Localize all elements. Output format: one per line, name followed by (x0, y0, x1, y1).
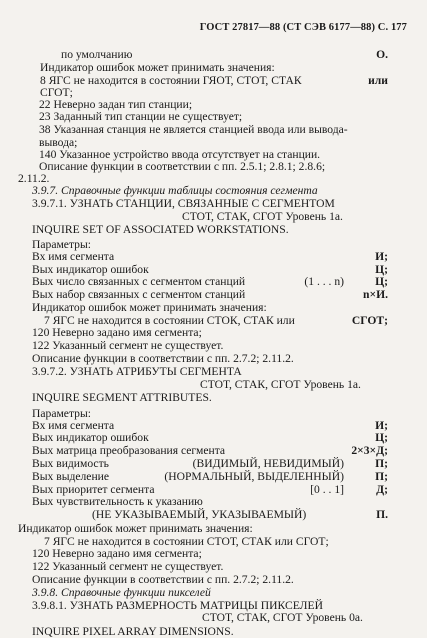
text-line (32, 184, 318, 197)
line-text: Описание функции в соответствии с пп. 2.5.1; 2.8.1; 2.8.6; (39, 160, 326, 174)
text-line (92, 508, 306, 521)
text-line (32, 263, 149, 276)
line-text: Вых приоритет сегмента (32, 482, 155, 496)
line-text: 3.9.8. Справочные функции пикселей (32, 585, 211, 599)
text-line (32, 431, 149, 444)
text-line (39, 160, 325, 173)
line-text: Описание функции в соответствии с пп. 2.7.2; 2.11.2. (32, 572, 294, 586)
line-value-range: (ВИДИМЫЙ, НЕВИДИМЫЙ) (192, 457, 344, 470)
line-text: Параметры: (32, 406, 91, 420)
line-type-code: Д; (376, 482, 388, 496)
line-type-code: Ц; (375, 262, 388, 276)
line-type-code: Ц; (375, 431, 388, 445)
line-type-code: И; (375, 249, 388, 263)
line-text: INQUIRE SEGMENT ATTRIBUTES. (32, 391, 212, 405)
line-type-code: или (368, 73, 388, 87)
line-text: Индикатор ошибок может принимать значения: (40, 60, 275, 74)
line-text: 140 Указанное устройство ввода отсутствует на станции. (39, 147, 321, 161)
text-line (44, 314, 295, 327)
text-line (202, 611, 363, 624)
text-line (32, 339, 223, 352)
line-text: Вых матрица преобразования сегмента (32, 444, 226, 458)
line-text: Вых набор связанных с сегментом станций (32, 288, 246, 302)
line-text: Вых индикатор ошибок (32, 431, 149, 445)
text-line (44, 535, 329, 548)
line-text: 3.9.7.1. УЗНАТЬ СТАНЦИИ, СВЯЗАННЫЕ С СЕГМЕНТОМ (32, 196, 335, 210)
line-text: 122 Указанный сегмент не существует. (32, 560, 224, 574)
line-text: 3.9.7. Справочные функции таблицы состояния сегмента (32, 184, 318, 198)
line-text: Индикатор ошибок может принимать значения: (18, 521, 253, 535)
text-line (32, 365, 242, 378)
text-line (32, 560, 223, 573)
line-text: Вых видимость (32, 457, 109, 470)
line-text: 3.9.8.1. УЗНАТЬ РАЗМЕРНОСТЬ МАТРИЦЫ ПИКСЕЛЕЙ (32, 598, 323, 612)
line-text: Вых число связанных с сегментом станций (32, 275, 246, 289)
line-text: 7 ЯГС не находится в состоянии СТОК, СТАК или (44, 313, 295, 327)
line-text: вывода; (39, 135, 78, 149)
line-text: Индикатор ошибок может принимать значения: (32, 300, 267, 314)
line-text: по умолчанию (61, 48, 133, 61)
line-text: INQUIRE SET OF ASSOCIATED WORKSTATIONS. (32, 223, 289, 237)
line-text: 23 Заданный тип станции не существует; (39, 110, 243, 124)
line-type-code: Ц; (375, 275, 388, 289)
text-line (32, 391, 212, 404)
line-text: 8 ЯГС не находится в состоянии ГЯОТ, СТОТ, СТАК (40, 73, 302, 87)
line-text: 2.11.2. (18, 172, 50, 186)
line-text: 3.9.7.2. УЗНАТЬ АТРИБУТЫ СЕГМЕНТА (32, 364, 242, 378)
line-value-range: [0 . . 1] (310, 482, 344, 496)
line-text: Вых выделение (32, 469, 110, 483)
line-text: 120 Неверно задано имя сегмента; (32, 326, 202, 340)
line-text: Описание функции в соответствии с пп. 2.7.2; 2.11.2. (32, 352, 294, 366)
text-line (32, 457, 109, 470)
text-line (18, 522, 253, 535)
text-line (200, 378, 361, 391)
line-text: Параметры: (32, 237, 91, 251)
text-line (32, 586, 211, 599)
text-line (32, 275, 245, 288)
text-line (39, 110, 242, 123)
line-text: СТОТ, СТАК, СГОТ Уровень 1а. (182, 209, 343, 223)
text-line (32, 444, 225, 457)
text-line (32, 419, 114, 432)
text-line (32, 197, 335, 210)
text-line (182, 210, 343, 223)
line-type-code: O. (376, 48, 388, 61)
line-text: СТОТ, СТАК, СГОТ Уровень 0а. (202, 611, 363, 625)
line-text: Вых чувствительность к указанию (32, 495, 203, 509)
line-type-code: П. (376, 508, 388, 522)
line-type-code: n×И. (363, 288, 388, 302)
text-line (32, 573, 294, 586)
line-type-code: СГОТ; (351, 313, 388, 327)
text-line (32, 223, 289, 236)
line-text: 120 Неверно задано имя сегмента; (32, 547, 202, 561)
text-line (40, 61, 275, 74)
line-type-code: П; (375, 457, 388, 470)
text-line (32, 288, 245, 301)
text-line (32, 599, 323, 612)
text-line (32, 547, 202, 560)
line-type-code: И; (375, 418, 388, 432)
text-line (32, 352, 294, 365)
text-line (39, 123, 348, 136)
line-text: INQUIRE PIXEL ARRAY DIMENSIONS. (32, 625, 234, 638)
line-text: СТОТ, СТАК, СГОТ Уровень 1а. (200, 377, 361, 391)
line-type-code: 2×3×Д; (351, 444, 388, 458)
text-line (32, 250, 114, 263)
line-text: 22 Неверно задан тип станции; (39, 98, 193, 112)
line-text: 122 Указанный сегмент не существует. (32, 339, 224, 353)
line-value-range: (НОРМАЛЬНЫЙ, ВЫДЕЛЕННЫЙ) (164, 469, 344, 483)
line-text: Вых индикатор ошибок (32, 262, 149, 276)
text-line (32, 495, 203, 508)
text-line (32, 326, 202, 339)
text-line (61, 48, 132, 61)
line-text: 38 Указанная станция не является станцией ввода или вывода- (39, 122, 348, 136)
text-line (32, 301, 267, 314)
text-line (39, 148, 320, 161)
line-value-range: (1 . . . n) (304, 275, 344, 289)
text-line (32, 483, 154, 496)
line-type-code: П; (375, 469, 388, 483)
text-line (40, 74, 302, 87)
line-text: (НЕ УКАЗЫВАЕМЫЙ, УКАЗЫВАЕМЫЙ) (92, 508, 307, 522)
line-text: Вх имя сегмента (32, 249, 115, 263)
page-header: ГОСТ 27817—88 (СТ СЭВ 6177—88) С. 177 (199, 22, 407, 33)
text-line (32, 470, 109, 483)
line-text: Вх имя сегмента (32, 418, 115, 432)
line-text: СГОТ; (40, 86, 73, 100)
line-text: 7 ЯГС не находится в состоянии СТОТ, СТАК или СГОТ; (44, 534, 329, 548)
